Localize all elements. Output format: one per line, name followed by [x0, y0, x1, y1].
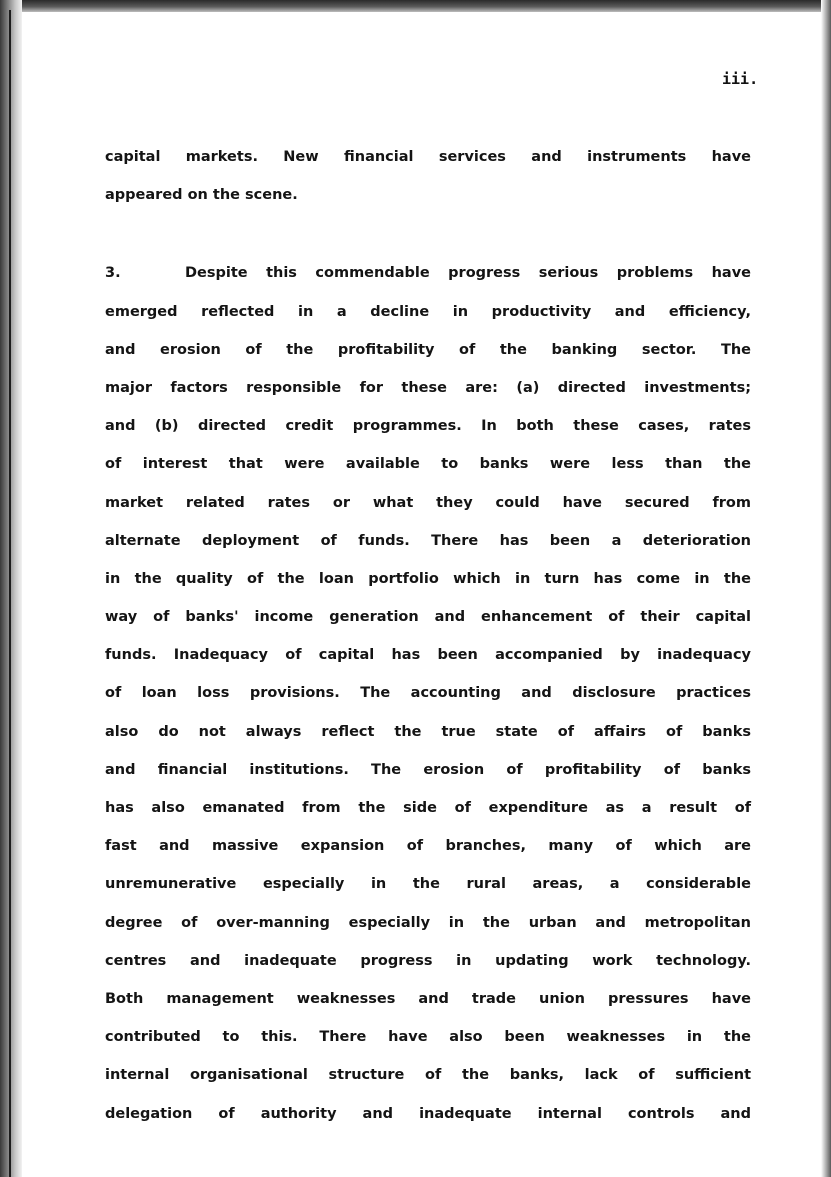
text-line: centres and inadequate progress in updating work technology.: [105, 952, 751, 969]
text-line: in the quality of the loan portfolio which in turn has come in the: [105, 570, 751, 587]
text-line: has also emanated from the side of expenditure as a result of: [105, 800, 751, 816]
text-line: emerged reflected in a decline in productivity and efficiency,: [105, 303, 751, 320]
text-line: funds. Inadequacy of capital has been accompanied by inadequacy: [105, 647, 751, 664]
text-line: capital markets. New financial services and instruments have: [105, 149, 751, 165]
text-line: of loan loss provisions. The accounting and disclosure practices: [105, 685, 751, 702]
text-line: market related rates or what they could have secured from: [105, 494, 751, 511]
text-line: unremunerative especially in the rural areas, a considerable: [105, 876, 751, 893]
text-line: Despite this commendable progress serious problems have: [185, 265, 751, 282]
body-text: [105, 140, 751, 1135]
page-number: iii.: [722, 70, 759, 88]
paragraph-first-line: [105, 256, 751, 294]
text-line: also do not always reflect the true state of affairs of banks: [105, 723, 751, 740]
text-line: and financial institutions. The erosion of profitability of banks: [105, 761, 751, 778]
text-line: delegation of authority and inadequate internal controls and: [105, 1105, 751, 1122]
text-line: way of banks' income generation and enhancement of their capital: [105, 609, 751, 626]
scan-edge-right: [821, 0, 831, 1177]
text-line: and erosion of the profitability of the banking sector. The: [105, 341, 751, 358]
scan-edge-top: [0, 0, 831, 12]
text-line: major factors responsible for these are: (a) directed investments;: [105, 379, 751, 396]
scan-edge-left: [0, 0, 22, 1177]
text-line: of interest that were available to banks were less than the: [105, 456, 751, 473]
text-line: and (b) directed credit programmes. In both these cases, rates: [105, 418, 751, 435]
paragraph-gap: [105, 216, 751, 256]
text-line: appeared on the scene.: [105, 187, 298, 204]
text-line: contributed to this. There have also been weaknesses in the: [105, 1029, 751, 1046]
text-line: degree of over-manning especially in the urban and metropolitan: [105, 914, 751, 931]
text-line: alternate deployment of funds. There has been a deterioration: [105, 532, 751, 549]
text-line: Both management weaknesses and trade union pressures have: [105, 990, 751, 1007]
text-line: fast and massive expansion of branches, many of which are: [105, 838, 751, 855]
text-line: internal organisational structure of the banks, lack of sufficient: [105, 1067, 751, 1084]
scan-edge-left-line: [9, 10, 11, 1177]
paragraph-number: 3.: [105, 265, 121, 282]
